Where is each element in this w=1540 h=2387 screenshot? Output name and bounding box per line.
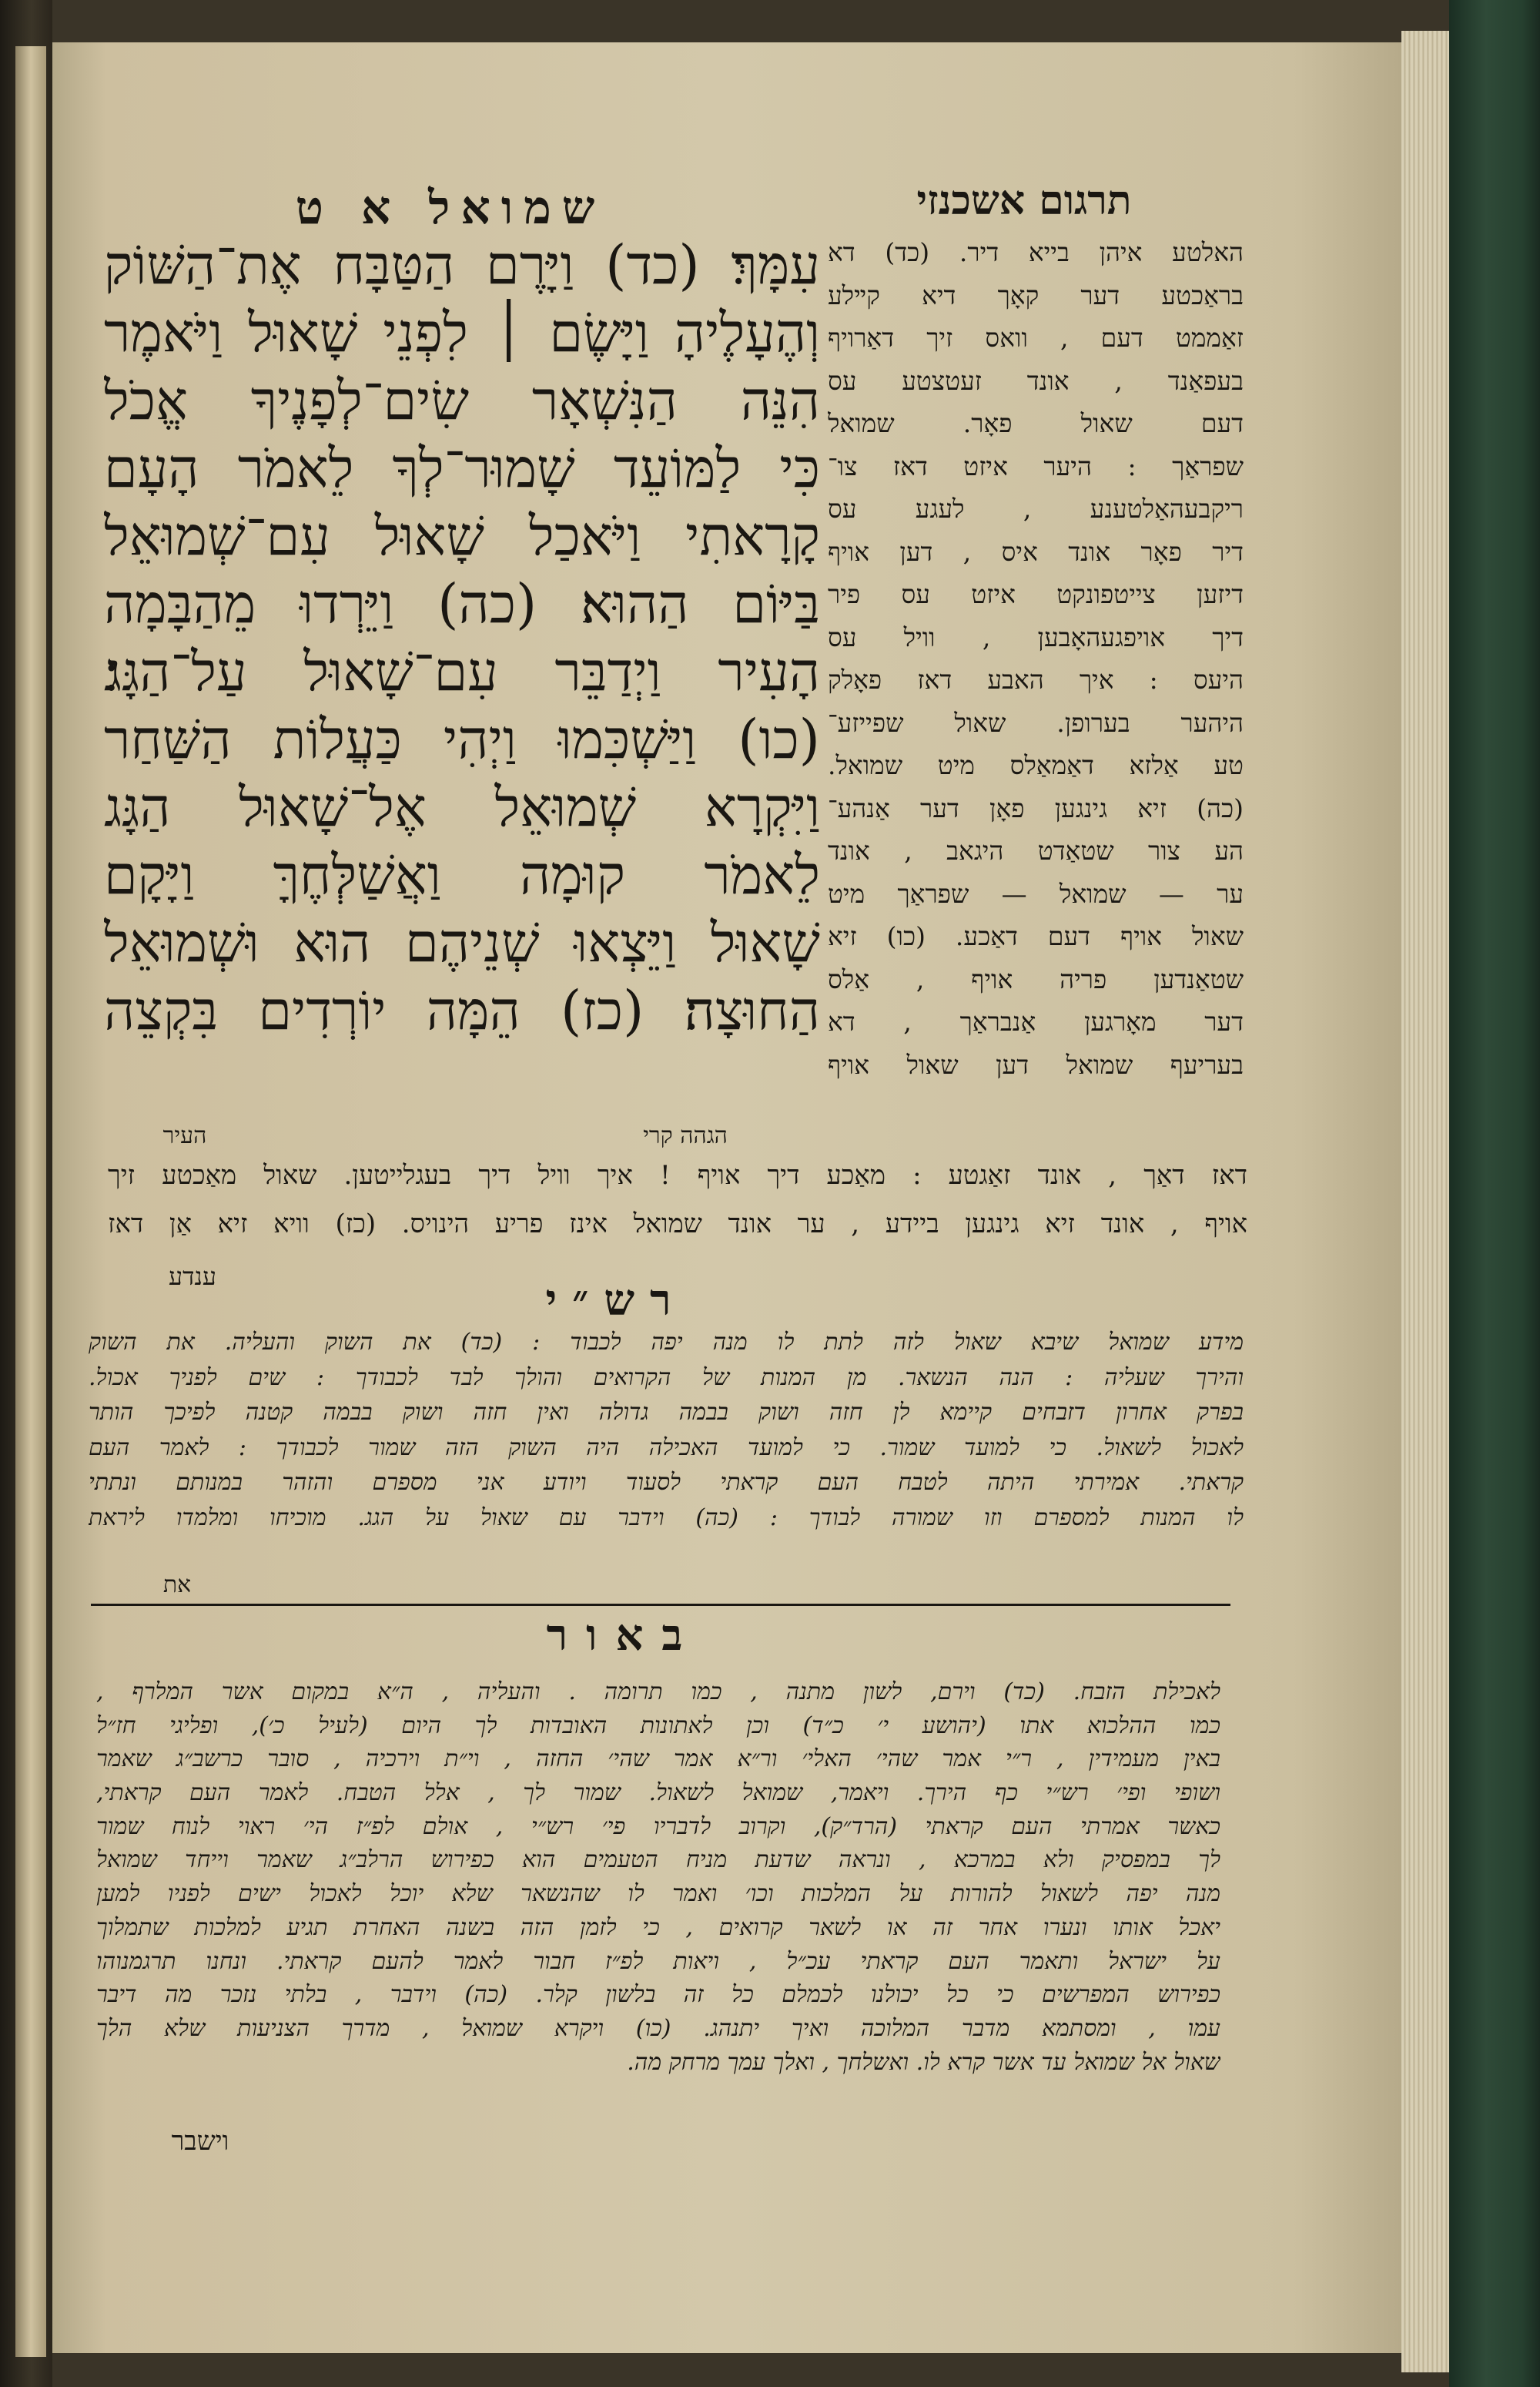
book-cover-right (1449, 0, 1540, 2387)
rashi-line: קראתי. אמירתי היתה לטבח העם קראתי לסעוד ויודע אני מספרם והזהר במנותם ונתתי (89, 1469, 1244, 1496)
targum-line: (כה) זיא גינגען פאָן דער אַנהע־ (828, 793, 1244, 823)
main-line: וַיִּקְרָא שְׁמוּאֵל אֶל־שָׁאוּל הַגָּג (104, 776, 820, 839)
rashi-line: והירך שעליה : הנה הנשאר. מן המנות של הקרואים והולך לבד לכבודך : שים לפניך אכול. (89, 1363, 1244, 1391)
main-hebrew-text (104, 231, 820, 1117)
targum-line: דעם שאול פאָר. שמואל (828, 408, 1244, 438)
targum-line: הע צור שטאַדט היגאב , אונד (828, 836, 1244, 866)
biur-line: לאכילת הזבח. (כד) וירם, לשון מתנה , כמו תרומה . והעליה , ה״א במקום אשר המלרף , (96, 1678, 1220, 1705)
targum-line: היעס : איך האבע דאז פאָלק (828, 665, 1244, 695)
biur-line: על ישראל ותאמר העם קראתי עכ״ל , ויאות לפ״ז חבור לאמר להעם קראתי. ונחנו תרגמנוהו (96, 1947, 1220, 1975)
main-line: כִּי לַמּוֹעֵד שָׁמוּר־לְךָ לֵאמֹר הָעָם (104, 437, 820, 500)
main-line: בַּיּוֹם הַהוּא׃ (כה) וַיֵּרְדוּ מֵהַבָּמָה (104, 572, 820, 635)
main-line: וְהֶעָלֶיהָ וַיָּשֶׂם ׀ לִפְנֵי שָׁאוּל וַיֹּאמֶר (104, 301, 820, 364)
targum-column (828, 231, 1244, 1148)
rashi-line: מידע שמואל שיבא שאול לזה לתת לו מנה יפה לכבוד : (כד) את השוק והעליה. את השוק (89, 1329, 1244, 1356)
main-line: קָרָאתִי וַיֹּאכַל שָׁאוּל עִם־שְׁמוּאֵל (104, 505, 820, 568)
main-line: עִמָּךְ׃ (כד) וַיָּרֶם הַטַּבָּח אֶת־הַשּׁוֹק (104, 233, 820, 297)
main-line: (כו) וַיַּשְׁכִּמוּ וַיְהִי כַּעֲלוֹת הַשַּׁחַר (104, 708, 820, 771)
main-line: לֵאמֹר קוּמָה וַאֲשַׁלְּחֶךָּ וַיָּקָם (104, 843, 820, 907)
biur-commentary (96, 1675, 1220, 2079)
main-line: הַחוּצָה׃ (כז) הֵמָּה יוֹרְדִים בִּקְצֵה (104, 979, 820, 1042)
biur-line: עמו , ומסתמא מדבר המלוכה ואיך יתנהג. (כו) ויקרא שמואל , מדרך הצניעות שלא הלך (96, 2014, 1220, 2042)
targum-full-width (108, 1152, 1247, 1249)
targum-line: בראַכטע דער קאָך דיא קײלע (828, 280, 1244, 310)
biur-line: יאכל אותו ונערו אחר זה או לשאר קרואים , כי לזמן הזה בשנה האחרת תגיע למלכות שתמלוך (96, 1913, 1220, 1941)
rashi-commentary (89, 1325, 1244, 1535)
page-title-translation: תרגום אשכנזי (916, 177, 1132, 224)
page-title-book: שמואל א ט (295, 181, 606, 235)
rashi-line: לו המנות למספרם וזו שמורה לבודך : (כה) וידבר עם שאול על הגג. מוכיחו ומלמדו ליראת (89, 1504, 1244, 1531)
targum-line: בעפאַנד , אונד זעטצטע עס (828, 365, 1244, 396)
biur-line: לך במפסיק ולא במרכא , ונראה שדעת מניח הטעמים הוא כפירוש הרלב״ג שאמר וייחד שמואל (96, 1846, 1220, 1874)
main-line: הָעִיר וַיְדַבֵּר עִם־שָׁאוּל עַל־הַגָּג׃ (104, 640, 820, 703)
targum-line: דיזען צייטפונקט איזט עס פיר (828, 579, 1244, 609)
targum-line: בעריעף שמואל דען שאול אויף (828, 1049, 1244, 1080)
biur-line: כאשר אמרתי העם קראתי (הרד״ק), וקרוב לדבריו פי׳ רש״י , אולם לפ״ז הי׳ ראוי לנוח שמור (96, 1812, 1220, 1840)
targum-line: דיך אויפגעהאָבען , וויל עס (828, 622, 1244, 652)
biur-line: באין מעמידין , ר״י אמר שהי׳ האלי׳ ור״א אמר שהי׳ החזה , וי״ת וירכיה , סובר כרשב״ג שאמר (96, 1745, 1220, 1773)
targum-line: ער — שמואל — שפראַך מיט (828, 878, 1244, 909)
targum-line: שטאַנדען פריה אויף , אַלס (828, 964, 1244, 994)
targum-line: זאַממט דעם , וואס זיך דאַרויף (828, 323, 1244, 353)
targum-line: שפראַך : היער איזט דאז צו־ (828, 451, 1244, 481)
biur-header: באור (546, 1610, 701, 1661)
catchword-biur: וישבר (171, 2126, 229, 2157)
catchword-rashi: את (162, 1571, 192, 1598)
targum-line: דער מאָרגען אַנבראַך , דא (828, 1007, 1244, 1037)
biur-line: שאול אל שמואל עד אשר קרא לו. ואשלחך , ואלך עמך מרחק מה. (627, 2048, 1220, 2076)
targum-line: ריקבעהאַלטענע , לעגע עס (828, 494, 1244, 524)
margin-note-left: העיר (162, 1122, 207, 1149)
targum-line: האלטע איהן בייא דיר. (כד) דא (828, 237, 1244, 267)
rashi-line: לאכול לשאול. כי למועד שמור. כי למועד האכילה היה השוק הזה שמור לכבודך : לאמר העם (89, 1433, 1244, 1461)
biur-line: מנה יפה לשאול להורות על המלכות וכו׳ ואמר לו שהנשאר שלא יוכל לאכול ישים לפניו למען (96, 1880, 1220, 1908)
section-divider (91, 1604, 1230, 1606)
page-block-edges (1401, 31, 1449, 2372)
targum-full-line: דאז דאַך , אונד זאַגטע : מאַכע דיך אויף ! איך וויל דיך בעגלייטען. שאול מאַכטע זיך (108, 1160, 1247, 1191)
main-line: שָׁאוּל וַיֵּצְאוּ שְׁנֵיהֶם הוּא וּשְׁמוּאֵל (104, 911, 820, 974)
biur-line: ושופי ופי׳ רש״י כף הירך. ויאמר, שמואל לשאול. שמור לך , אלל הטבח. לאמר העם קראתי, (96, 1779, 1220, 1807)
targum-line: שאול אויף דעם דאַכע. (כו) זיא (828, 921, 1244, 951)
rashi-header: רש״י (545, 1275, 687, 1326)
rashi-line: בפרק אחרון דזבחים קיימא לן חזה ושוק בבמה גדולה ואין חזה ושוק בבמה קטנה לפיכך הותר (89, 1399, 1244, 1426)
catchword-targum: ענדע (168, 1262, 216, 1291)
margin-note-center: הגהה קרי (643, 1122, 728, 1149)
targum-line: היהער בערופן. שאול שפייזע־ (828, 707, 1244, 738)
targum-full-line: אויף , אונד זיא גינגען ביידע , ער אונד שמואל אינז פריע הינויס. (כז) וויא זיא אַן דאז (108, 1209, 1247, 1239)
biur-line: כמו ההלכוא אתו (יהושע י׳ כ״ד) וכן לאתונות האובדות לך היום (לעיל כ׳), ופליגי חז״ל (96, 1711, 1220, 1739)
main-line: הִנֵּה הַנִּשְׁאָר שִׂים־לְפָנֶיךָ אֱכֹל (104, 369, 820, 432)
targum-line: טע אַלזא דאַמאַלס מיט שמואל. (828, 750, 1244, 780)
facing-page-edge (15, 46, 46, 2357)
targum-line: דיר פאָר אונד איס , דען אויף (828, 536, 1244, 567)
biur-line: כפירוש המפרשים כי כל יכולנו לכמלם כל זה בלשון קלר. (כה) וידבר , בלתי נזכר מה דיבר (96, 1981, 1220, 2009)
